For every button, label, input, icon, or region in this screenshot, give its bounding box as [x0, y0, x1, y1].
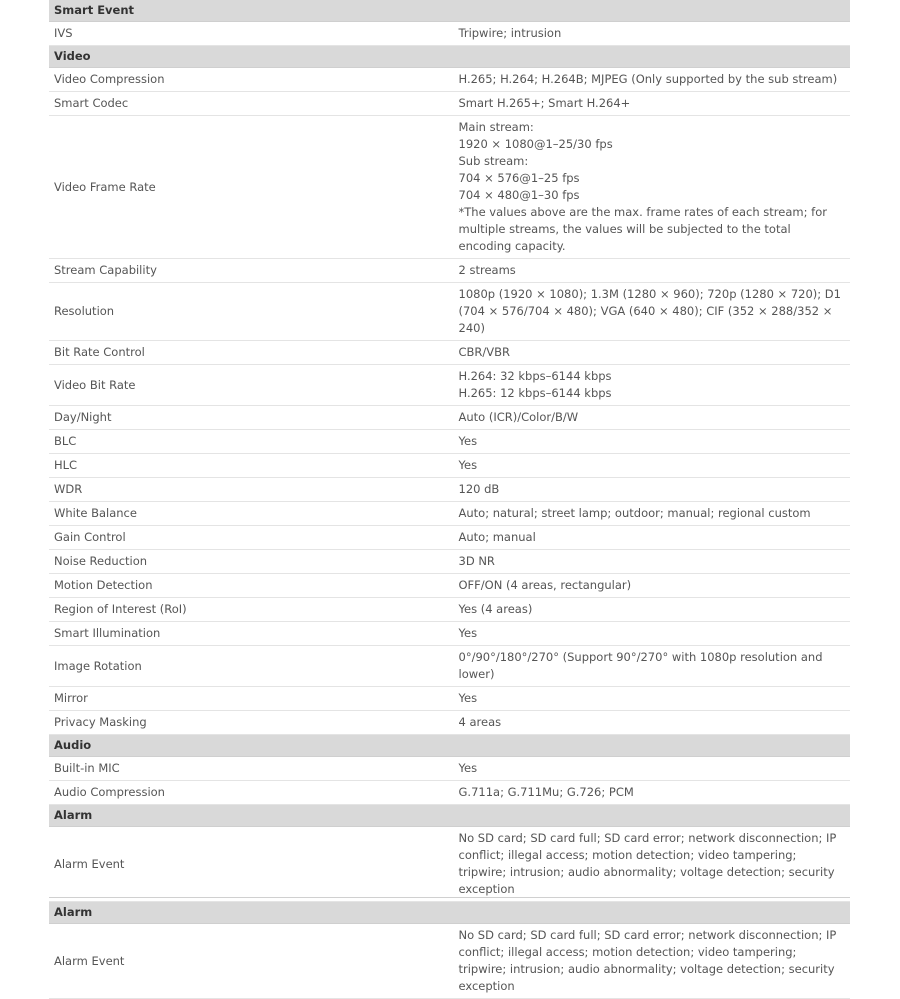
section-title: Smart Event: [49, 0, 850, 22]
table-bottom-rule: [49, 897, 850, 898]
section-header-row: [49, 0, 850, 22]
spec-value-line: Yes: [458, 626, 478, 640]
spec-key: Alarm Event: [49, 827, 450, 902]
section-title: Audio: [49, 735, 850, 757]
spec-key: Region of Interest (RoI): [49, 598, 450, 622]
spec-value-line: 0°/90°/180°/270° (Support 90°/270° with 1080p resolution and lower): [458, 650, 823, 681]
spec-value-line: H.264: 32 kbps–6144 kbps: [458, 369, 612, 383]
spec-row: [49, 406, 850, 430]
spec-value: [450, 92, 851, 116]
spec-value-line: 1920 × 1080@1–25/30 fps: [458, 137, 613, 151]
spec-row: [49, 365, 850, 406]
spec-value-line: Yes: [458, 691, 478, 705]
spec-value: [450, 283, 851, 341]
spec-value-line: OFF/ON (4 areas, rectangular): [458, 578, 632, 592]
spec-key: Image Rotation: [49, 646, 450, 687]
spec-key: Smart Illumination: [49, 622, 450, 646]
spec-value-line: 1080p (1920 × 1080); 1.3M (1280 × 960); 720p (1280 × 720); D1 (704 × 576/704 × 480); VGA (640 × 480); CIF (352 × 288/352 × 240): [458, 287, 841, 335]
spec-value: [450, 924, 851, 999]
spec-row: [49, 646, 850, 687]
spec-row: [49, 92, 850, 116]
spec-key: Audio Compression: [49, 781, 450, 805]
spec-row: [49, 341, 850, 365]
section-title: Alarm: [49, 805, 850, 827]
spec-table: [49, 0, 850, 999]
spec-key: Mirror: [49, 687, 450, 711]
spec-value: [450, 622, 851, 646]
spec-value-line: Yes: [458, 458, 478, 472]
spec-row: [49, 68, 850, 92]
section-title: Video: [49, 46, 850, 68]
spec-value: [450, 574, 851, 598]
spec-row: [49, 116, 850, 259]
spec-row: [49, 502, 850, 526]
spec-value: [450, 259, 851, 283]
spec-value-line: No SD card; SD card full; SD card error; network disconnection; IP conflict; illegal access; motion detection; video tampering; tripwire; intrusion; audio abnormality; voltage detection; security exception: [458, 831, 837, 896]
spec-key: Noise Reduction: [49, 550, 450, 574]
section-header-row: [49, 902, 850, 924]
spec-value-line: CBR/VBR: [458, 345, 511, 359]
spec-key: Bit Rate Control: [49, 341, 450, 365]
spec-value-line: Yes: [458, 761, 478, 775]
spec-value-line: Sub stream:: [458, 154, 529, 168]
spec-value: [450, 406, 851, 430]
spec-value-line: 704 × 576@1–25 fps: [458, 171, 580, 185]
section-title: Alarm: [49, 902, 850, 924]
spec-value-line: Auto (ICR)/Color/B/W: [458, 410, 579, 424]
spec-row: [49, 430, 850, 454]
spec-value: [450, 116, 851, 259]
spec-value: [450, 550, 851, 574]
spec-key: HLC: [49, 454, 450, 478]
spec-table-body: [49, 0, 850, 999]
spec-value: [450, 68, 851, 92]
spec-value-line: Yes: [458, 434, 478, 448]
spec-row: [49, 622, 850, 646]
spec-row: [49, 574, 850, 598]
spec-value: [450, 781, 851, 805]
spec-value-line: H.265: 12 kbps–6144 kbps: [458, 386, 612, 400]
spec-value: [450, 341, 851, 365]
spec-key: Video Bit Rate: [49, 365, 450, 406]
spec-value-line: 120 dB: [458, 482, 500, 496]
spec-value-line: Smart H.265+; Smart H.264+: [458, 96, 631, 110]
spec-key: Resolution: [49, 283, 450, 341]
spec-row: [49, 711, 850, 735]
spec-value: [450, 454, 851, 478]
spec-row: [49, 781, 850, 805]
spec-value: [450, 757, 851, 781]
spec-row: [49, 259, 850, 283]
spec-value: [450, 478, 851, 502]
spec-key: Stream Capability: [49, 259, 450, 283]
spec-row: [49, 757, 850, 781]
spec-value-line: Auto; natural; street lamp; outdoor; manual; regional custom: [458, 506, 811, 520]
spec-key: BLC: [49, 430, 450, 454]
spec-value-line: Yes (4 areas): [458, 602, 533, 616]
spec-value: [450, 827, 851, 902]
spec-row: [49, 598, 850, 622]
spec-row: [49, 454, 850, 478]
spec-row: [49, 687, 850, 711]
spec-key: IVS: [49, 22, 450, 46]
section-header-row: [49, 735, 850, 757]
spec-value-line: 3D NR: [458, 554, 495, 568]
spec-key: Gain Control: [49, 526, 450, 550]
spec-key: Day/Night: [49, 406, 450, 430]
spec-value: [450, 646, 851, 687]
spec-value: [450, 502, 851, 526]
spec-value-line: Auto; manual: [458, 530, 536, 544]
spec-row: [49, 283, 850, 341]
spec-key: Built-in MIC: [49, 757, 450, 781]
spec-key: Video Compression: [49, 68, 450, 92]
spec-value: [450, 430, 851, 454]
spec-key: Video Frame Rate: [49, 116, 450, 259]
spec-value-line: 704 × 480@1–30 fps: [458, 188, 580, 202]
spec-value-line: G.711a; G.711Mu; G.726; PCM: [458, 785, 634, 799]
spec-value-line: No SD card; SD card full; SD card error; network disconnection; IP conflict; illegal access; motion detection; video tampering; tripwire; intrusion; audio abnormality; voltage detection; security exception: [458, 928, 837, 993]
spec-key: Alarm Event: [49, 924, 450, 999]
spec-row: [49, 550, 850, 574]
spec-row: [49, 827, 850, 902]
spec-value-line: 4 areas: [458, 715, 502, 729]
spec-row: [49, 924, 850, 999]
section-header-row: [49, 46, 850, 68]
section-header-row: [49, 805, 850, 827]
spec-value-line: Tripwire; intrusion: [458, 26, 562, 40]
spec-value-line: H.265; H.264; H.264B; MJPEG (Only supported by the sub stream): [458, 72, 838, 86]
spec-value: [450, 526, 851, 550]
spec-row: [49, 22, 850, 46]
spec-key: White Balance: [49, 502, 450, 526]
spec-row: [49, 526, 850, 550]
spec-value-line: 2 streams: [458, 263, 516, 277]
spec-row: [49, 478, 850, 502]
spec-value: [450, 365, 851, 406]
spec-key: Smart Codec: [49, 92, 450, 116]
spec-value: [450, 22, 851, 46]
spec-key: Motion Detection: [49, 574, 450, 598]
spec-key: WDR: [49, 478, 450, 502]
spec-key: Privacy Masking: [49, 711, 450, 735]
spec-value-line: Main stream:: [458, 120, 534, 134]
spec-value: [450, 687, 851, 711]
spec-value: [450, 598, 851, 622]
spec-value: [450, 711, 851, 735]
spec-value-line: *The values above are the max. frame rates of each stream; for multiple streams, the values will be subjected to the total encoding capacity.: [458, 205, 827, 253]
